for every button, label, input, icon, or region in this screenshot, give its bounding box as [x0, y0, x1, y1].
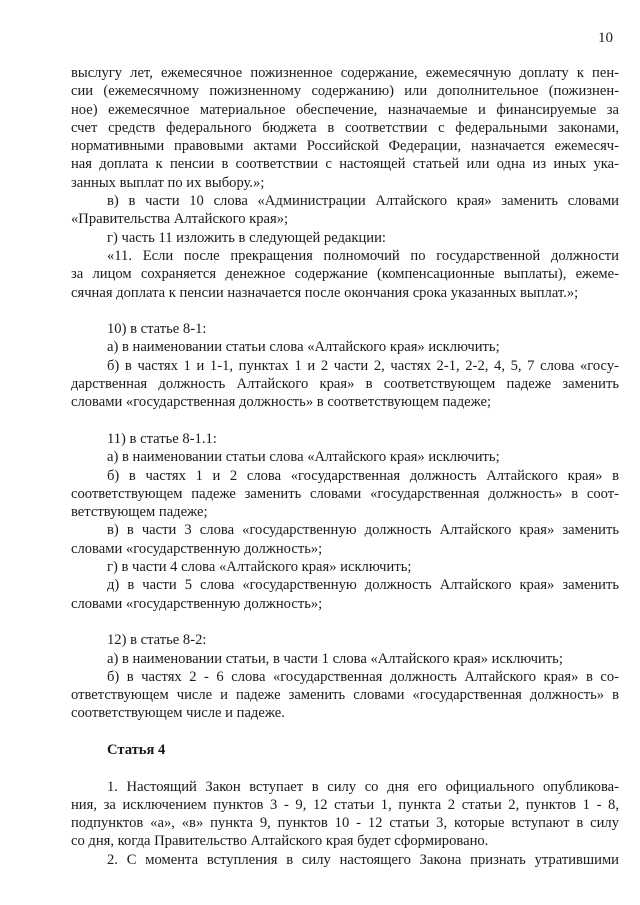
blank-line — [71, 723, 619, 741]
text-line: выслугу лет, ежемесячное пожизненное содержание, ежемесячную доплату к пен- — [71, 65, 619, 81]
text-line: ния, за исключением пунктов 3 - 9, 12 статьи 1, пункта 2 статьи 2, пунктов 1 - 8, — [71, 796, 619, 813]
text-line: сии (ежемесячному пожизненному содержанию) или дополнительное (пожизнен- — [71, 83, 619, 100]
text-line: а) в наименовании статьи слова «Алтайского края» исключить; — [107, 339, 500, 356]
page-number: 10 — [598, 30, 613, 46]
blank-line — [71, 302, 619, 320]
text-line: б) в частях 1 и 1-1, пунктах 1 и 2 части 2, частях 2-1, 2-2, 4, 5, 7 слова «госу- — [107, 357, 619, 374]
text-line: г) в части 4 слова «Алтайского края» исключить; — [107, 559, 412, 576]
text-line: а) в наименовании статьи слова «Алтайского края» исключить; — [107, 449, 500, 466]
text-line: счет средств федерального бюджета в соответствии с федеральными законами, — [71, 119, 619, 136]
text-line: соответствующем падеже заменить словами «государственная должность» в соот- — [71, 485, 619, 502]
text-line: ответствующем числе и падеже заменить словами «государственная должность» в — [71, 687, 619, 704]
text-line: ное) ежемесячное материальное обеспечение, назначаемые и финансируемые за — [71, 101, 619, 118]
text-line: 1. Настоящий Закон вступает в силу со дня его официального опубликова- — [107, 778, 619, 795]
text-line: словами «государственную должность»; — [71, 540, 323, 557]
text-line: занных выплат по их выбору.»; — [71, 174, 265, 191]
text-line: за лицом сохраняется денежное содержание (компенсационные выплаты), ежеме- — [71, 266, 619, 283]
text-line: в) в части 3 слова «государственную должность Алтайского края» заменить — [107, 522, 619, 539]
text-line: а) в наименовании статьи, в части 1 слова «Алтайского края» исключить; — [107, 650, 563, 667]
text-line: соответствующем числе и падеже. — [71, 705, 285, 722]
text-line: б) в частях 2 - 6 слова «государственная должность Алтайского края» в со- — [107, 668, 619, 685]
text-line: д) в части 5 слова «государственную должность Алтайского края» заменить — [107, 577, 619, 594]
blank-line — [71, 613, 619, 631]
section-heading: Статья 4 — [107, 741, 166, 758]
text-line: дарственная должность Алтайского края» в соответствующем падеже заменить — [71, 376, 619, 393]
text-line: ная доплата к пенсии в соответствии с настоящей статьей или одна из иных ука- — [71, 156, 619, 173]
text-line: «Правительства Алтайского края»; — [71, 211, 289, 228]
text-line: 2. С момента вступления в силу настоящего Закона признать утратившими — [107, 851, 619, 868]
text-line: 11) в статье 8-1.1: — [107, 430, 217, 447]
text-line: «11. Если после прекращения полномочий по государственной должности — [107, 247, 619, 264]
text-line: 12) в статье 8-2: — [107, 632, 207, 649]
blank-line — [71, 412, 619, 430]
text-line: 10) в статье 8-1: — [107, 321, 207, 338]
text-line: в) в части 10 слова «Администрации Алтайского края» заменить словами — [107, 193, 619, 210]
text-line: словами «государственную должность»; — [71, 595, 323, 612]
text-line: сячная доплата к пенсии назначается после окончания срока указанных выплат.»; — [71, 284, 579, 301]
text-line: словами «государственная должность» в соответствующем падеже; — [71, 394, 492, 411]
text-line: со дня, когда Правительство Алтайского края будет сформировано. — [71, 833, 489, 850]
blank-line — [71, 759, 619, 777]
text-line: нормативными правовыми актами Российской Федерации, назначается ежемесяч- — [71, 138, 619, 155]
document-body — [71, 64, 619, 869]
text-line: б) в частях 1 и 2 слова «государственная должность Алтайского края» в — [107, 467, 619, 484]
text-line: г) часть 11 изложить в следующей редакции: — [107, 229, 386, 246]
text-line: ветствующем падеже; — [71, 504, 208, 521]
text-line: подпунктов «а», «в» пункта 9, пунктов 10 - 12 статьи 3, которые вступают в силу — [71, 815, 619, 832]
